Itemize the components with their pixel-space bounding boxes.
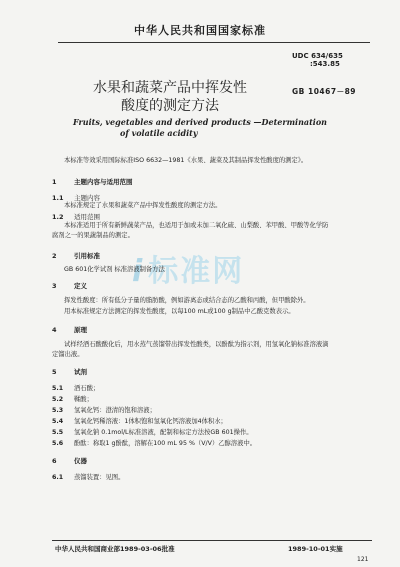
section-5-heading: 5 试剂 — [52, 368, 87, 376]
reagent-item: 5.6 酚酞：称取1 g酚酞，溶解在100 mL 95 %（V/V）乙醇溶液中。 — [52, 440, 257, 447]
udc-code — [292, 52, 343, 68]
header-rule — [58, 42, 370, 43]
section-2-heading: 2 引用标准 — [52, 252, 100, 260]
page-number: 121 — [357, 556, 369, 563]
title-line2: 酸度的测定方法 — [121, 98, 219, 114]
section-3-text-line2: 用本标准规定方法测定的挥发性酸度，以每100 mL或100 g制品中乙酸克数表示。 — [64, 308, 295, 315]
section-1-2-text-line2: 腐剂之一的果蔬制品的测定。 — [52, 232, 134, 239]
effective-date: 1989-10-01实施 — [288, 545, 343, 553]
instrument-item: 6.1 蒸馏装置：见图。 — [52, 474, 125, 481]
footer-rule — [52, 540, 372, 541]
section-3-text-line1: 挥发性酸度：所有低分子量的脂肪酸，例如游离态或结合态的乙酸和丙酸，但甲酸除外。 — [64, 297, 310, 304]
english-title-line1: Fruits, vegetables and derived products —Determination — [73, 117, 327, 127]
section-4-heading: 4 原理 — [52, 326, 87, 334]
section-4-text-line1: 试样经酒石酸酸化后，用水蒸气蒸馏带出挥发性酸类，以酚酞为指示剂，用氢氧化钠标准溶液滴 — [64, 341, 329, 348]
approval-note: 中华人民共和国商业部1989-03-06批准 — [55, 545, 175, 553]
reagent-item: 5.2 鞣酸； — [52, 396, 93, 403]
reagent-item: 5.1 酒石酸； — [52, 385, 100, 392]
title-line1: 水果和蔬菜产品中挥发性 — [93, 80, 247, 96]
section-4-text-line2: 定馏出液。 — [52, 351, 84, 358]
reagent-item: 5.5 氢氧化钠 0.1mol/L标准溶液，配制和标定方法按GB 601操作。 — [52, 429, 253, 436]
section-6-heading: 6 仪器 — [52, 457, 87, 465]
english-title-line2: of volatile acidity — [120, 128, 198, 138]
udc-line1: UDC 634/635 — [292, 52, 343, 60]
section-1-1-heading: 1.1 主题内容 — [52, 194, 100, 202]
section-2-text: GB 601化学试剂 标准溶液制备方法 — [64, 266, 165, 273]
reagent-item: 5.4 氢氧化钙稀溶液：1体积饱和氢氧化钙溶液加4体积水； — [52, 418, 227, 425]
standard-number: GB 10467－89 — [292, 87, 357, 96]
reagent-item: 5.3 氢氧化钙：澄清的饱和溶液； — [52, 407, 156, 414]
section-1-heading: 1 主题内容与适用范围 — [52, 178, 133, 186]
section-1-2-heading: 1.2 适用范围 — [52, 213, 100, 221]
document-header: 中华人民共和国国家标准 — [134, 24, 266, 37]
watermark-logo: i — [132, 254, 145, 289]
section-1-1-text: 本标准规定了水果和蔬菜产品中挥发性酸度的测定方法。 — [64, 202, 222, 209]
intro-paragraph: 本标准等效采用国际标准ISO 6632—1981《水果、蔬菜及其制品挥发性酸度的测定》。 — [64, 157, 308, 164]
section-1-2-text-line1: 本标准适用于所有新鲜蔬菜产品，也适用于加或未加二氧化硫、山梨酸、苯甲酸、甲酸等化学防 — [64, 222, 329, 229]
section-3-heading: 3 定义 — [52, 282, 87, 290]
udc-line2: :543.85 — [310, 60, 340, 68]
watermark-text: 标准网 — [148, 254, 245, 289]
